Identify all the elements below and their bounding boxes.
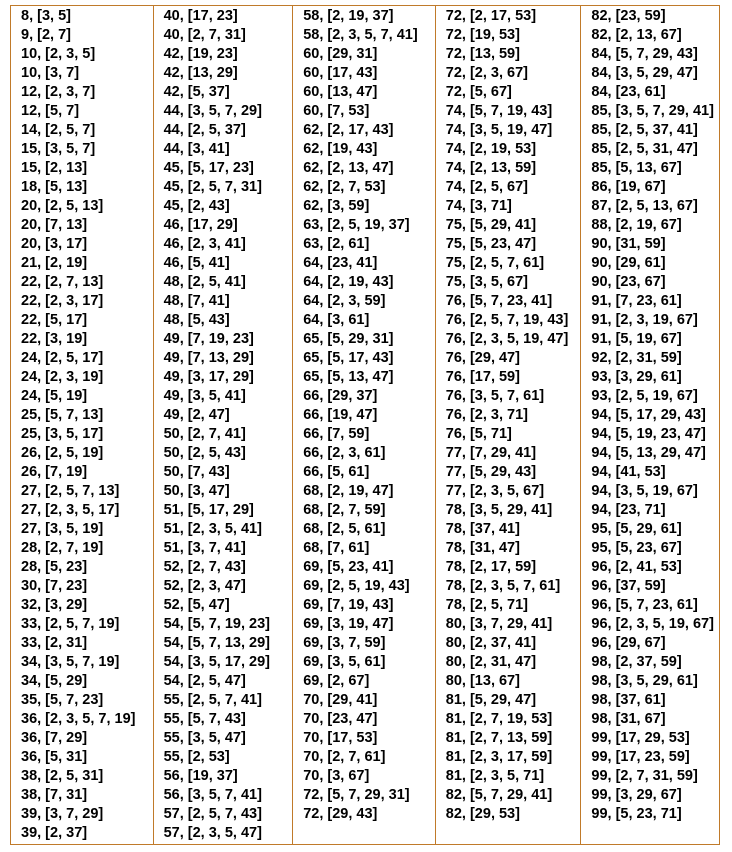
table-entry: 72, [5, 7, 29, 31]: [303, 787, 410, 803]
table-entry: 81, [2, 3, 5, 71]: [445, 768, 545, 784]
table-entry: 39, [3, 7, 29]: [21, 806, 104, 822]
table-entry: 93, [2, 5, 19, 67]: [591, 388, 698, 404]
table-entry: 15, [3, 5, 7]: [21, 141, 96, 157]
table-entry: 51, [2, 3, 5, 41]: [163, 521, 262, 537]
table-entry: 45, [5, 17, 23]: [163, 160, 254, 176]
table-entry: 54, [5, 7, 13, 29]: [163, 635, 270, 651]
table-entry: 64, [23, 41]: [303, 255, 378, 271]
number-table: [10, 5, 720, 845]
table-entry: 66, [2, 3, 61]: [303, 445, 386, 461]
table-entry: 69, [3, 7, 59]: [303, 635, 386, 651]
table-entry: 81, [2, 7, 19, 53]: [445, 711, 553, 727]
table-column-4: [436, 6, 582, 844]
table-entry: 69, [2, 5, 19, 43]: [303, 578, 410, 594]
table-entry: 22, [5, 17]: [21, 312, 88, 328]
table-entry: 36, [2, 3, 5, 7, 19]: [21, 711, 136, 727]
table-entry: 76, [2, 3, 71]: [445, 407, 529, 423]
table-entry: 69, [3, 5, 61]: [303, 654, 386, 670]
table-column-3: [293, 6, 436, 844]
table-entry: 68, [7, 61]: [303, 540, 370, 556]
table-entry: 78, [2, 3, 5, 7, 61]: [445, 578, 561, 594]
table-entry: 91, [7, 23, 61]: [591, 293, 682, 309]
table-entry: 62, [2, 13, 47]: [303, 160, 394, 176]
table-entry: 77, [2, 3, 5, 67]: [445, 483, 545, 499]
table-entry: 99, [2, 7, 31, 59]: [591, 768, 698, 784]
table-entry: 58, [2, 3, 5, 7, 41]: [303, 27, 418, 43]
table-entry: 94, [5, 17, 29, 43]: [591, 407, 706, 423]
table-entry: 63, [2, 61]: [303, 236, 370, 252]
table-entry: 57, [2, 3, 5, 47]: [163, 825, 262, 841]
table-entry: 75, [5, 29, 41]: [445, 217, 537, 233]
table-entry: 72, [13, 59]: [445, 46, 520, 62]
table-entry: 93, [3, 29, 61]: [591, 369, 682, 385]
table-entry: 74, [2, 13, 59]: [445, 160, 537, 176]
table-entry: 24, [2, 5, 17]: [21, 350, 104, 366]
table-entry: 52, [5, 47]: [163, 597, 230, 613]
table-entry: 34, [3, 5, 7, 19]: [21, 654, 120, 670]
table-entry: 69, [7, 19, 43]: [303, 597, 394, 613]
table-entry: 49, [2, 47]: [163, 407, 230, 423]
table-entry: 81, [5, 29, 47]: [445, 692, 537, 708]
table-entry: 35, [5, 7, 23]: [21, 692, 104, 708]
table-entry: 70, [23, 47]: [303, 711, 378, 727]
table-entry: 28, [2, 7, 19]: [21, 540, 104, 556]
table-entry: 80, [2, 31, 47]: [445, 654, 537, 670]
table-entry: 42, [5, 37]: [163, 84, 230, 100]
table-entry: 25, [3, 5, 17]: [21, 426, 104, 442]
table-entry: 8, [3, 5]: [21, 8, 71, 24]
table-entry: 45, [2, 43]: [163, 198, 230, 214]
table-entry: 70, [17, 53]: [303, 730, 378, 746]
table-entry: 72, [19, 53]: [445, 27, 520, 43]
table-entry: 25, [5, 7, 13]: [21, 407, 104, 423]
table-entry: 49, [7, 19, 23]: [163, 331, 254, 347]
table-entry: 76, [3, 5, 7, 61]: [445, 388, 545, 404]
table-entry: 36, [5, 31]: [21, 749, 88, 765]
table-entry: 22, [2, 7, 13]: [21, 274, 104, 290]
table-entry: 48, [2, 5, 41]: [163, 274, 246, 290]
table-entry: 54, [5, 7, 19, 23]: [163, 616, 270, 632]
table-entry: 38, [2, 5, 31]: [21, 768, 104, 784]
table-entry: 39, [2, 37]: [21, 825, 88, 841]
table-entry: 99, [17, 29, 53]: [591, 730, 690, 746]
table-entry: 78, [31, 47]: [445, 540, 520, 556]
table-entry: 90, [29, 61]: [591, 255, 666, 271]
table-entry: 69, [2, 67]: [303, 673, 370, 689]
table-entry: 84, [23, 61]: [591, 84, 666, 100]
table-entry: 72, [2, 3, 67]: [445, 65, 529, 81]
table-entry: 42, [19, 23]: [163, 46, 238, 62]
table-entry: 51, [5, 17, 29]: [163, 502, 254, 518]
table-entry: 45, [2, 5, 7, 31]: [163, 179, 262, 195]
table-entry: 70, [3, 67]: [303, 768, 370, 784]
table-entry: 63, [2, 5, 19, 37]: [303, 217, 410, 233]
table-entry: 26, [2, 5, 19]: [21, 445, 104, 461]
table-entry: 74, [3, 71]: [445, 198, 512, 214]
table-entry: 62, [3, 59]: [303, 198, 370, 214]
table-entry: 24, [5, 19]: [21, 388, 88, 404]
table-entry: 76, [29, 47]: [445, 350, 520, 366]
table-entry: 50, [3, 47]: [163, 483, 230, 499]
table-entry: 52, [2, 7, 43]: [163, 559, 246, 575]
table-entry: 96, [5, 7, 23, 61]: [591, 597, 698, 613]
table-entry: 33, [2, 5, 7, 19]: [21, 616, 120, 632]
table-entry: 20, [7, 13]: [21, 217, 88, 233]
table-entry: 94, [41, 53]: [591, 464, 666, 480]
table-entry: 72, [5, 67]: [445, 84, 512, 100]
table-entry: 50, [7, 43]: [163, 464, 230, 480]
table-entry: 28, [5, 23]: [21, 559, 88, 575]
table-column-1: [11, 6, 154, 844]
table-entry: 66, [7, 59]: [303, 426, 370, 442]
table-entry: 18, [5, 13]: [21, 179, 88, 195]
table-entry: 86, [19, 67]: [591, 179, 666, 195]
table-entry: 38, [7, 31]: [21, 787, 88, 803]
table-entry: 55, [3, 5, 47]: [163, 730, 246, 746]
table-entry: 44, [3, 41]: [163, 141, 230, 157]
table-entry: 58, [2, 19, 37]: [303, 8, 394, 24]
table-entry: 60, [29, 31]: [303, 46, 378, 62]
table-entry: 20, [2, 5, 13]: [21, 198, 104, 214]
table-column-5: [581, 6, 719, 844]
table-entry: 27, [2, 3, 5, 17]: [21, 502, 120, 518]
table-entry: 90, [23, 67]: [591, 274, 666, 290]
table-entry: 69, [5, 23, 41]: [303, 559, 394, 575]
table-entry: 12, [2, 3, 7]: [21, 84, 96, 100]
table-entry: 78, [3, 5, 29, 41]: [445, 502, 553, 518]
table-entry: 91, [5, 19, 67]: [591, 331, 682, 347]
table-entry: 48, [7, 41]: [163, 293, 230, 309]
table-entry: 56, [19, 37]: [163, 768, 238, 784]
table-entry: 82, [29, 53]: [445, 806, 520, 822]
table-entry: 24, [2, 3, 19]: [21, 369, 104, 385]
table-entry: 50, [2, 5, 43]: [163, 445, 246, 461]
table-entry: 68, [2, 5, 61]: [303, 521, 386, 537]
table-entry: 65, [5, 29, 31]: [303, 331, 394, 347]
table-entry: 62, [2, 17, 43]: [303, 122, 394, 138]
table-entry: 66, [29, 37]: [303, 388, 378, 404]
table-entry: 55, [5, 7, 43]: [163, 711, 246, 727]
table-entry: 66, [19, 47]: [303, 407, 378, 423]
table-entry: 14, [2, 5, 7]: [21, 122, 96, 138]
table-column-2: [154, 6, 294, 844]
table-entry: 76, [2, 3, 5, 19, 47]: [445, 331, 569, 347]
table-entry: 99, [17, 23, 59]: [591, 749, 690, 765]
table-entry: 68, [2, 7, 59]: [303, 502, 386, 518]
table-entry: 54, [3, 5, 17, 29]: [163, 654, 270, 670]
table-entry: 85, [3, 5, 7, 29, 41]: [591, 103, 714, 119]
table-entry: 74, [5, 7, 19, 43]: [445, 103, 553, 119]
table-entry: 20, [3, 17]: [21, 236, 88, 252]
table-entry: 36, [7, 29]: [21, 730, 88, 746]
table-entry: 78, [2, 17, 59]: [445, 559, 537, 575]
table-entry: 22, [3, 19]: [21, 331, 88, 347]
table-entry: 98, [3, 5, 29, 61]: [591, 673, 698, 689]
table-entry: 27, [3, 5, 19]: [21, 521, 104, 537]
table-entry: 94, [3, 5, 19, 67]: [591, 483, 698, 499]
table-entry: 42, [13, 29]: [163, 65, 238, 81]
table-entry: 76, [17, 59]: [445, 369, 520, 385]
table-entry: 21, [2, 19]: [21, 255, 88, 271]
table-entry: 81, [2, 3, 17, 59]: [445, 749, 553, 765]
table-entry: 87, [2, 5, 13, 67]: [591, 198, 698, 214]
table-entry: 70, [2, 7, 61]: [303, 749, 386, 765]
table-entry: 10, [2, 3, 5]: [21, 46, 96, 62]
table-entry: 98, [31, 67]: [591, 711, 666, 727]
table-entry: 96, [2, 41, 53]: [591, 559, 682, 575]
table-entry: 62, [19, 43]: [303, 141, 378, 157]
table-entry: 84, [5, 7, 29, 43]: [591, 46, 698, 62]
table-entry: 95, [5, 29, 61]: [591, 521, 682, 537]
table-entry: 65, [5, 13, 47]: [303, 369, 394, 385]
table-entry: 85, [2, 5, 31, 47]: [591, 141, 698, 157]
table-entry: 78, [2, 5, 71]: [445, 597, 529, 613]
table-entry: 44, [2, 5, 37]: [163, 122, 246, 138]
table-entry: 9, [2, 7]: [21, 27, 71, 43]
table-entry: 80, [2, 37, 41]: [445, 635, 537, 651]
table-entry: 75, [3, 5, 67]: [445, 274, 529, 290]
table-entry: 85, [5, 13, 67]: [591, 160, 682, 176]
table-entry: 40, [2, 7, 31]: [163, 27, 246, 43]
table-entry: 96, [2, 3, 5, 19, 67]: [591, 616, 714, 632]
table-entry: 49, [3, 5, 41]: [163, 388, 246, 404]
table-entry: 10, [3, 7]: [21, 65, 80, 81]
table-entry: 88, [2, 19, 67]: [591, 217, 682, 233]
table-entry: 48, [5, 43]: [163, 312, 230, 328]
table-entry: 22, [2, 3, 17]: [21, 293, 104, 309]
table-entry: 80, [3, 7, 29, 41]: [445, 616, 553, 632]
table-entry: 99, [3, 29, 67]: [591, 787, 682, 803]
table-entry: 64, [2, 3, 59]: [303, 293, 386, 309]
table-entry: 49, [7, 13, 29]: [163, 350, 254, 366]
table-entry: 60, [13, 47]: [303, 84, 378, 100]
table-entry: 55, [2, 5, 7, 41]: [163, 692, 262, 708]
table-entry: 81, [2, 7, 13, 59]: [445, 730, 553, 746]
table-entry: 91, [2, 3, 19, 67]: [591, 312, 698, 328]
table-entry: 96, [37, 59]: [591, 578, 666, 594]
table-entry: 40, [17, 23]: [163, 8, 238, 24]
table-entry: 98, [37, 61]: [591, 692, 666, 708]
table-entry: 98, [2, 37, 59]: [591, 654, 682, 670]
table-entry: 34, [5, 29]: [21, 673, 88, 689]
table-entry: 75, [5, 23, 47]: [445, 236, 537, 252]
table-entry: 76, [5, 7, 23, 41]: [445, 293, 553, 309]
table-entry: 94, [23, 71]: [591, 502, 666, 518]
table-entry: 94, [5, 13, 29, 47]: [591, 445, 706, 461]
table-entry: 82, [2, 13, 67]: [591, 27, 682, 43]
table-entry: 51, [3, 7, 41]: [163, 540, 246, 556]
table-entry: 15, [2, 13]: [21, 160, 88, 176]
table-entry: 12, [5, 7]: [21, 103, 80, 119]
table-entry: 56, [3, 5, 7, 41]: [163, 787, 262, 803]
table-entry: 84, [3, 5, 29, 47]: [591, 65, 698, 81]
table-entry: 78, [37, 41]: [445, 521, 520, 537]
table-entry: 60, [7, 53]: [303, 103, 370, 119]
table-entry: 99, [5, 23, 71]: [591, 806, 682, 822]
table-entry: 26, [7, 19]: [21, 464, 88, 480]
table-entry: 33, [2, 31]: [21, 635, 88, 651]
table-entry: 27, [2, 5, 7, 13]: [21, 483, 120, 499]
table-entry: 80, [13, 67]: [445, 673, 520, 689]
table-entry: 50, [2, 7, 41]: [163, 426, 246, 442]
table-entry: 74, [3, 5, 19, 47]: [445, 122, 553, 138]
table-entry: 77, [5, 29, 43]: [445, 464, 537, 480]
table-entry: 60, [17, 43]: [303, 65, 378, 81]
table-entry: 95, [5, 23, 67]: [591, 540, 682, 556]
table-entry: 69, [3, 19, 47]: [303, 616, 394, 632]
table-entry: 62, [2, 7, 53]: [303, 179, 386, 195]
table-entry: 46, [17, 29]: [163, 217, 238, 233]
table-entry: 85, [2, 5, 37, 41]: [591, 122, 698, 138]
table-entry: 49, [3, 17, 29]: [163, 369, 254, 385]
table-entry: 75, [2, 5, 7, 61]: [445, 255, 545, 271]
table-entry: 82, [5, 7, 29, 41]: [445, 787, 553, 803]
table-entry: 92, [2, 31, 59]: [591, 350, 682, 366]
table-entry: 44, [3, 5, 7, 29]: [163, 103, 262, 119]
table-entry: 65, [5, 17, 43]: [303, 350, 394, 366]
table-entry: 82, [23, 59]: [591, 8, 666, 24]
table-entry: 64, [3, 61]: [303, 312, 370, 328]
table-entry: 74, [2, 5, 67]: [445, 179, 529, 195]
table-entry: 30, [7, 23]: [21, 578, 88, 594]
table-entry: 72, [2, 17, 53]: [445, 8, 537, 24]
table-entry: 96, [29, 67]: [591, 635, 666, 651]
table-entry: 76, [2, 5, 7, 19, 43]: [445, 312, 569, 328]
table-entry: 70, [29, 41]: [303, 692, 378, 708]
table-entry: 90, [31, 59]: [591, 236, 666, 252]
table-entry: 72, [29, 43]: [303, 806, 378, 822]
table-entry: 52, [2, 3, 47]: [163, 578, 246, 594]
table-entry: 55, [2, 53]: [163, 749, 230, 765]
table-entry: 32, [3, 29]: [21, 597, 88, 613]
table-entry: 76, [5, 71]: [445, 426, 512, 442]
table-entry: 64, [2, 19, 43]: [303, 274, 394, 290]
table-entry: 54, [2, 5, 47]: [163, 673, 246, 689]
table-entry: 68, [2, 19, 47]: [303, 483, 394, 499]
table-entry: 46, [5, 41]: [163, 255, 230, 271]
table-entry: 77, [7, 29, 41]: [445, 445, 537, 461]
table-entry: 57, [2, 5, 7, 43]: [163, 806, 262, 822]
table-entry: 74, [2, 19, 53]: [445, 141, 537, 157]
table-entry: 46, [2, 3, 41]: [163, 236, 246, 252]
table-entry: 66, [5, 61]: [303, 464, 370, 480]
table-entry: 94, [5, 19, 23, 47]: [591, 426, 706, 442]
